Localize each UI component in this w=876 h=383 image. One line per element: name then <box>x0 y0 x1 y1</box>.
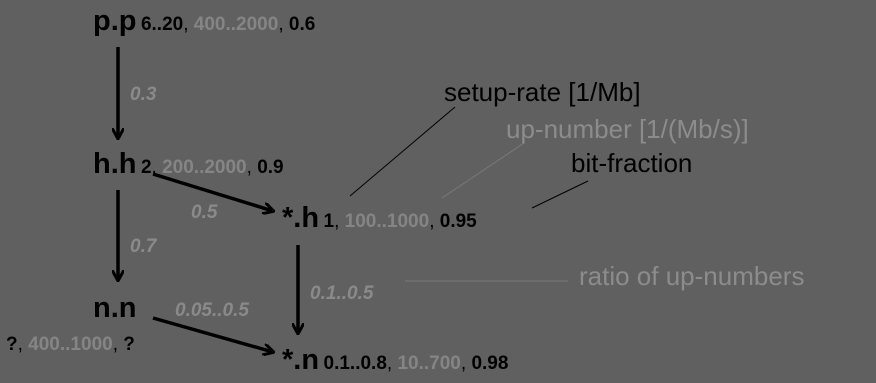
node-nn-params: ?, 400..1000, ? <box>6 334 135 355</box>
node-star-n: *.n 0.1..0.8, 10..700, 0.98 <box>282 344 509 376</box>
legend-up-number: up-number [1/(Mb/s)] <box>506 114 749 144</box>
node-pp-name: p.p <box>93 5 137 37</box>
edge-label-pp-hh: 0.3 <box>130 84 157 105</box>
node-nn-up-number: 400..1000 <box>28 334 113 355</box>
legend-ratio: ratio of up-numbers <box>579 261 805 291</box>
node-star-n-name: *.n <box>282 344 320 376</box>
node-star-h-name: *.h <box>282 202 320 234</box>
arrow-nn-to-sn <box>153 318 273 352</box>
leader-bit-fraction <box>532 181 588 208</box>
node-hh-bit-fraction: 0.9 <box>257 157 284 178</box>
edge-label-hh-sh: 0.5 <box>191 202 218 223</box>
node-star-n-setup-rate: 0.1..0.8 <box>323 353 387 374</box>
node-star-n-bit-fraction: 0.98 <box>471 353 509 374</box>
node-pp-bit-fraction: 0.6 <box>288 14 316 35</box>
node-star-h: *.h 1, 100..1000, 0.95 <box>282 202 477 234</box>
node-nn <box>93 292 137 325</box>
node-star-h-setup-rate: 1 <box>323 211 335 232</box>
node-pp-up-number: 400..2000 <box>193 14 279 35</box>
leader-setup-rate <box>350 107 455 196</box>
node-nn-setup-rate: ? <box>6 334 18 355</box>
node-hh: h.h 2, 200..2000, 0.9 <box>93 148 284 180</box>
legend-bit-fraction: bit-fraction <box>571 148 693 178</box>
legend-setup-rate: setup-rate [1/Mb] <box>444 77 641 107</box>
node-nn-bit-fraction: ? <box>123 334 135 355</box>
node-pp: p.p 6..20, 400..2000, 0.6 <box>93 5 316 37</box>
edge-label-hh-nn: 0.7 <box>130 236 157 257</box>
edge-label-sh-sn: 0.1..0.5 <box>310 283 374 304</box>
node-star-h-up-number: 100..1000 <box>344 211 430 232</box>
node-nn-name: n.n <box>93 292 137 324</box>
edge-label-nn-sn: 0.05..0.5 <box>175 300 249 321</box>
node-star-h-bit-fraction: 0.95 <box>439 211 477 232</box>
node-hh-up-number: 200..2000 <box>162 157 247 178</box>
node-pp-setup-rate: 6..20 <box>140 14 184 35</box>
node-hh-setup-rate: 2 <box>140 157 152 178</box>
node-hh-name: h.h <box>93 148 137 180</box>
leader-up-number <box>442 143 524 198</box>
node-star-n-up-number: 10..700 <box>397 353 461 374</box>
